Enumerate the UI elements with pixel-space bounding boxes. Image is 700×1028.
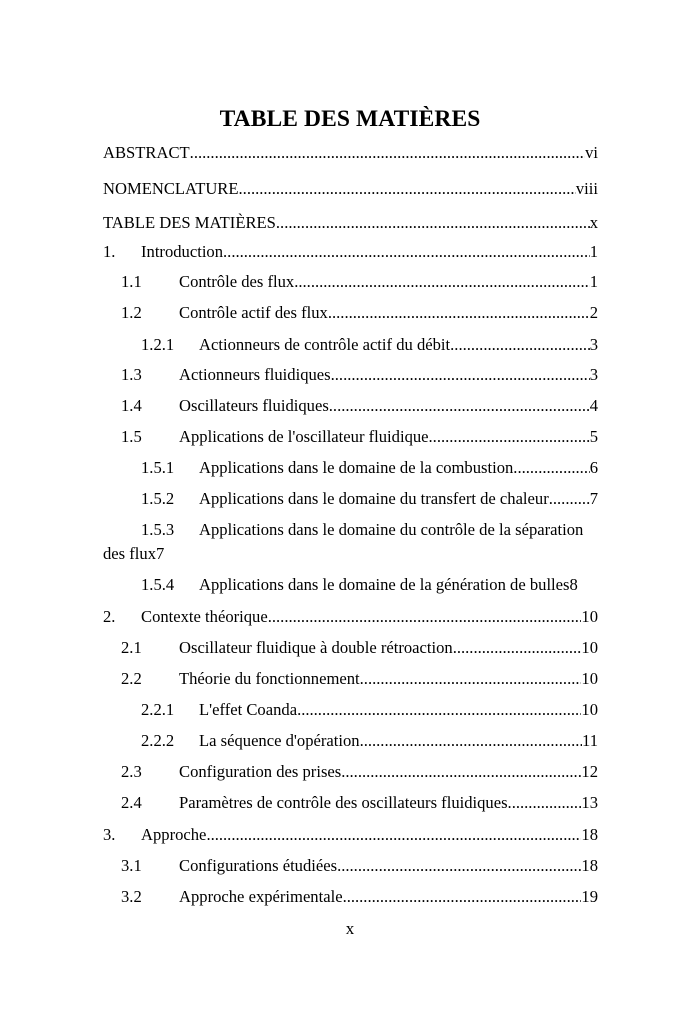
- toc-entry-table-des-matieres[interactable]: [103, 213, 598, 233]
- toc-entry-label: Introduction: [141, 242, 224, 261]
- toc-entry-page: 7: [156, 544, 165, 563]
- toc-entry-nomenclature[interactable]: [103, 179, 598, 199]
- toc-entry-number: 2.4: [121, 793, 142, 812]
- toc-entry-1-5-1[interactable]: [103, 458, 598, 478]
- toc-entry-label: Oscillateurs fluidiques: [179, 396, 329, 415]
- dot-leader: [297, 700, 581, 720]
- toc-title: TABLE DES MATIÈRES: [219, 106, 481, 132]
- dot-leader: [513, 458, 589, 478]
- toc-entry-number: 1.2.1: [141, 335, 175, 354]
- toc-entry-label: Applications dans le domaine de la génération de bulles: [199, 575, 570, 594]
- toc-entry-number: 1.3: [121, 365, 142, 384]
- toc-entry-label: Applications dans le domaine du contrôle de la séparation: [199, 520, 584, 539]
- dot-leader: [223, 242, 590, 262]
- toc-entry-abstract[interactable]: [103, 143, 598, 163]
- toc-entry-label: Théorie du fonctionnement: [179, 669, 360, 688]
- toc-entry-number: 2.2: [121, 669, 142, 688]
- dot-leader: [190, 143, 585, 163]
- dot-leader: [331, 365, 590, 385]
- toc-entry-1-5-4[interactable]: [103, 575, 598, 595]
- toc-entry-2-4[interactable]: [103, 793, 598, 813]
- dot-leader: [239, 179, 576, 199]
- toc-entry-page: 18: [581, 856, 598, 875]
- toc-entry-2-2[interactable]: [103, 669, 598, 689]
- toc-entry-number: 2.: [103, 607, 116, 626]
- dot-leader: [276, 213, 590, 233]
- toc-entry-number: 1.5.4: [141, 575, 175, 594]
- toc-entry-1-2[interactable]: [103, 303, 598, 323]
- toc-entry-page: 10: [581, 669, 598, 688]
- toc-entry-number: 1.5.3: [141, 520, 175, 539]
- toc-entry-page: 10: [581, 638, 598, 657]
- toc-entry-label: Configuration des prises: [179, 762, 342, 781]
- dot-leader: [453, 638, 582, 658]
- dot-leader: [360, 731, 582, 751]
- toc-entry-page: 1: [589, 272, 598, 291]
- toc-entry-page: 10: [581, 700, 598, 719]
- toc-entry-label: Paramètres de contrôle des oscillateurs fluidiques: [179, 793, 508, 812]
- toc-entry-number: 1.5.1: [141, 458, 175, 477]
- toc-entry-label: Approche expérimentale: [179, 887, 343, 906]
- toc-entry-page: 10: [581, 607, 598, 626]
- toc-entry-page: 8: [569, 575, 578, 594]
- toc-entry-1-5-2[interactable]: [103, 489, 598, 509]
- toc-entry-3-1[interactable]: [103, 856, 598, 876]
- toc-entry-2-2-1[interactable]: [103, 700, 598, 720]
- toc-entry-2-3[interactable]: [103, 762, 598, 782]
- toc-entry-page: 5: [589, 427, 598, 446]
- toc-entry-label: TABLE DES MATIÈRES: [103, 213, 276, 232]
- toc-entry-page: 4: [589, 396, 598, 415]
- toc-entry-number: 2.1: [121, 638, 142, 657]
- toc-entry-1-3[interactable]: [103, 365, 598, 385]
- dot-leader: [329, 396, 590, 416]
- toc-entry-label: Oscillateur fluidique à double rétroaction: [179, 638, 453, 657]
- toc-entry-label: Approche: [141, 825, 207, 844]
- toc-entry-number: 1.4: [121, 396, 142, 415]
- dot-leader: [343, 887, 582, 907]
- toc-entry-label: ABSTRACT: [103, 143, 190, 162]
- toc-entry-label: Applications dans le domaine de la combustion: [199, 458, 514, 477]
- toc-entry-page: 3: [589, 335, 598, 354]
- dot-leader: [337, 856, 581, 876]
- toc-entry-number: 2.2.1: [141, 700, 175, 719]
- toc-entry-1-4[interactable]: [103, 396, 598, 416]
- toc-entry-number: 2.2.2: [141, 731, 175, 750]
- toc-entry-page: 12: [581, 762, 598, 781]
- toc-entry-label: Contrôle actif des flux: [179, 303, 328, 322]
- dot-leader: [360, 669, 582, 689]
- toc-entry-1-5[interactable]: [103, 427, 598, 447]
- toc-entry-number: 3.: [103, 825, 116, 844]
- toc-entry-number: 3.1: [121, 856, 142, 875]
- toc-entry-1-2-1[interactable]: [103, 335, 598, 355]
- toc-entry-label: L'effet Coanda: [199, 700, 298, 719]
- toc-entry-2-2-2[interactable]: [103, 731, 598, 751]
- page-number-footer: x: [345, 919, 355, 938]
- toc-entry-1[interactable]: [103, 242, 598, 262]
- toc-entry-number: 2.3: [121, 762, 142, 781]
- toc-entry-number: 3.2: [121, 887, 142, 906]
- dot-leader: [328, 303, 590, 323]
- dot-leader: [268, 607, 582, 627]
- toc-entry-label: Actionneurs fluidiques: [179, 365, 331, 384]
- toc-entry-number: 1.2: [121, 303, 142, 322]
- toc-entry-number: 1.5.2: [141, 489, 175, 508]
- toc-entry-page: 6: [589, 458, 598, 477]
- toc-entry-number: 1.5: [121, 427, 142, 446]
- toc-entry-label: Contrôle des flux: [179, 272, 295, 291]
- toc-entry-page: 1: [589, 242, 598, 261]
- toc-entry-page: 11: [582, 731, 598, 750]
- toc-entry-3-2[interactable]: [103, 887, 598, 907]
- toc-entry-number: 1.1: [121, 272, 142, 291]
- toc-entry-page: 13: [581, 793, 598, 812]
- toc-entry-1-5-3[interactable]: [103, 520, 598, 564]
- toc-entry-2-1[interactable]: [103, 638, 598, 658]
- toc-entry-label: NOMENCLATURE: [103, 179, 239, 198]
- toc-entry-page: 19: [581, 887, 598, 906]
- toc-entry-label: Actionneurs de contrôle actif du débit: [199, 335, 451, 354]
- dot-leader: [341, 762, 581, 782]
- dot-leader: [549, 489, 590, 509]
- dot-leader: [294, 272, 589, 292]
- dot-leader: [206, 825, 581, 845]
- dot-leader: [508, 793, 582, 813]
- toc-entry-label: La séquence d'opération: [199, 731, 360, 750]
- toc-entry-2[interactable]: [103, 607, 598, 627]
- toc-entry-page: vi: [585, 143, 598, 162]
- toc-entry-page: 18: [581, 825, 598, 844]
- toc-entry-page: viii: [575, 179, 598, 198]
- dot-leader: [429, 427, 590, 447]
- toc-entry-page: 3: [589, 365, 598, 384]
- toc-entry-label: Configurations étudiées: [179, 856, 338, 875]
- toc-entry-label: Applications de l'oscillateur fluidique: [179, 427, 429, 446]
- toc-entry-label: Applications dans le domaine du transfert de chaleur: [199, 489, 549, 508]
- toc-entry-page: 2: [589, 303, 598, 322]
- toc-entry-page: 7: [589, 489, 598, 508]
- toc-entry-1-1[interactable]: [103, 272, 598, 292]
- toc-entry-page: x: [589, 213, 598, 232]
- toc-entry-3[interactable]: [103, 825, 598, 845]
- toc-entry-number: 1.: [103, 242, 116, 261]
- dot-leader: [450, 335, 590, 355]
- toc-entry-label: Contexte théorique: [141, 607, 268, 626]
- toc-entry-label-continued: des flux: [103, 544, 156, 563]
